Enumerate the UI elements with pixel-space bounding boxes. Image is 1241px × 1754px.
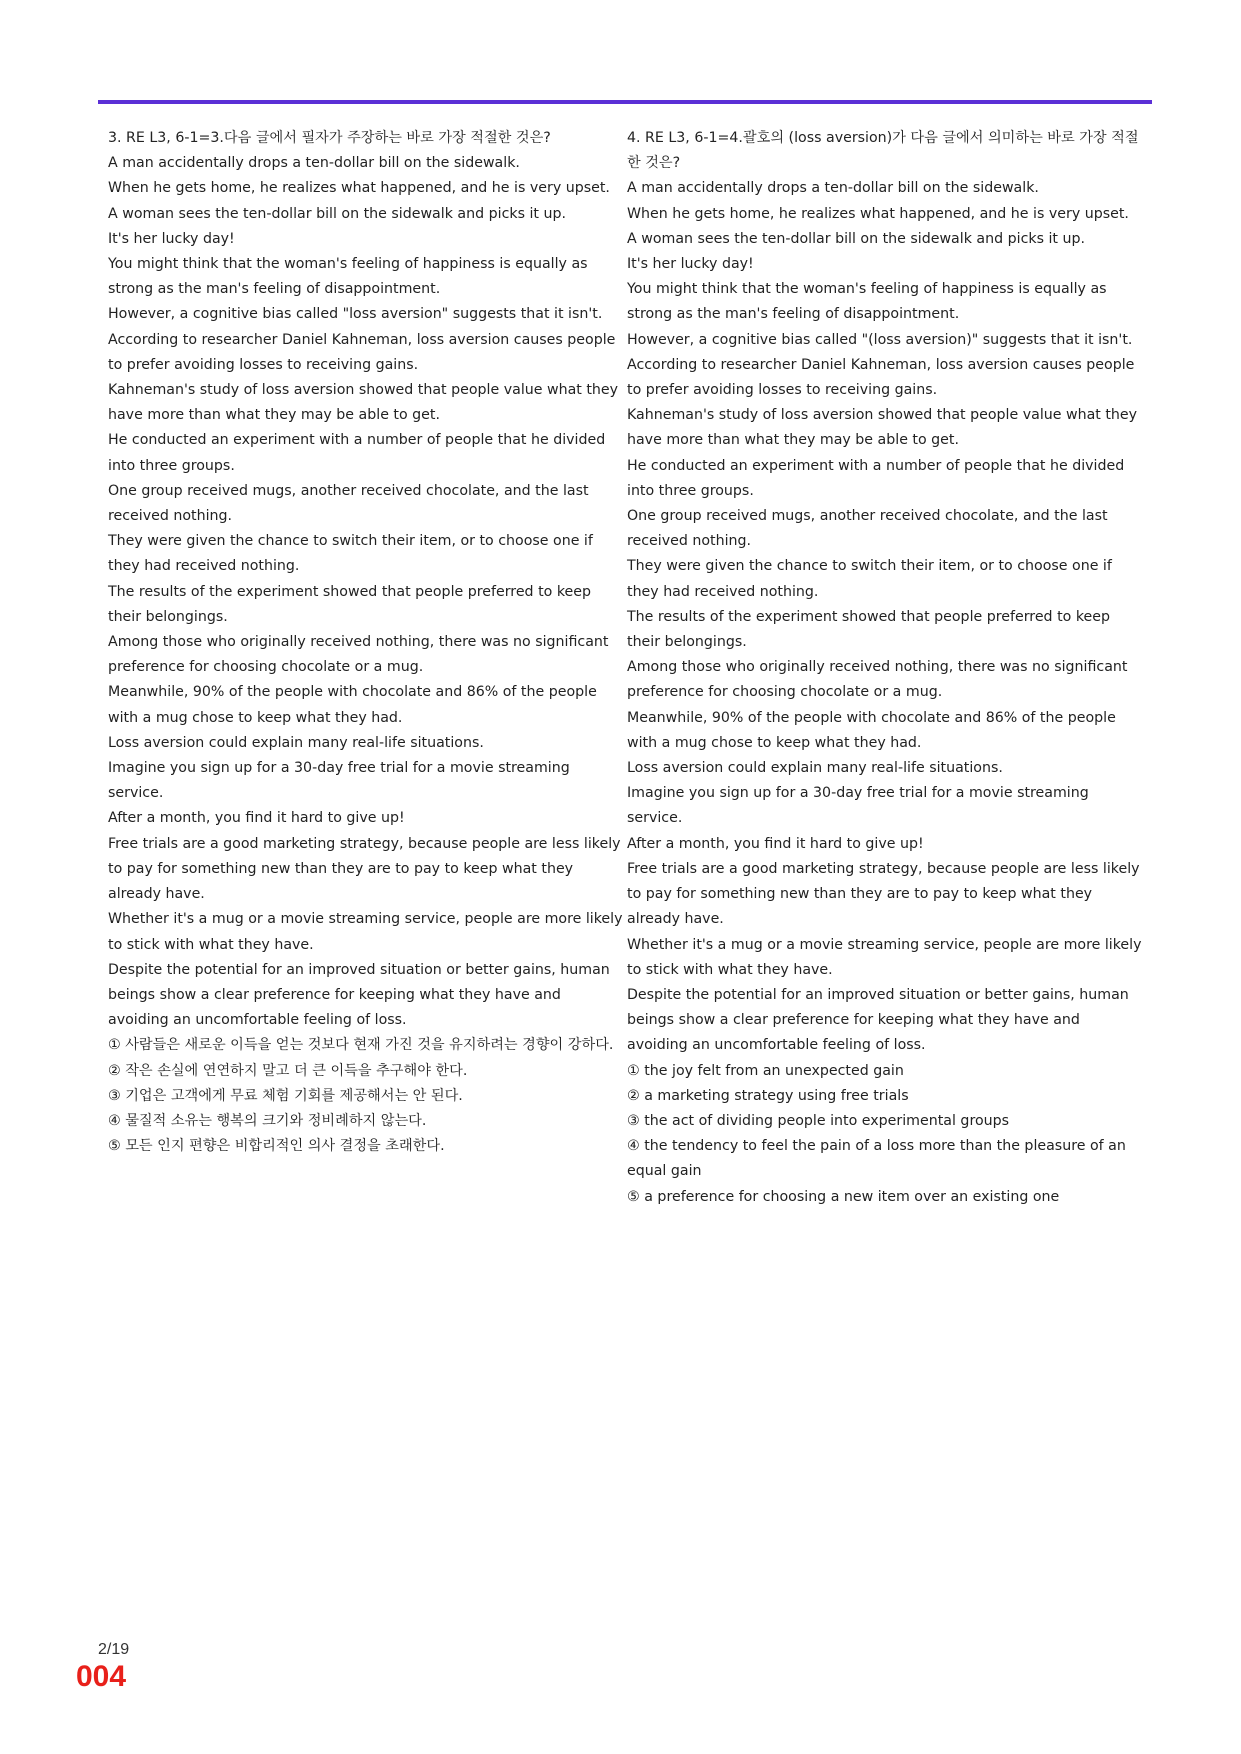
passage-line: One group received mugs, another received chocolate, and the last received nothing.	[108, 482, 589, 525]
question-4	[627, 126, 1142, 1210]
passage	[108, 151, 623, 1033]
passage-line: According to researcher Daniel Kahneman, loss aversion causes people to prefer avoiding losses to receiving gains.	[108, 331, 616, 373]
passage-line: A woman sees the ten-dollar bill on the sidewalk and picks it up.	[627, 230, 1086, 247]
passage-line: The results of the experiment showed that people preferred to keep their belongings.	[108, 583, 591, 625]
passage-line: However, a cognitive bias called "loss aversion" suggests that it isn't.	[108, 306, 603, 323]
passage-line: After a month, you find it hard to give up!	[108, 810, 405, 827]
answer-option[interactable]: ② a marketing strategy using free trials	[627, 1087, 909, 1104]
passage-line: Free trials are a good marketing strategy, because people are less likely to pay for something new than they are to pay to keep what they already have.	[627, 860, 1140, 928]
answer-option[interactable]: ③ 기업은 고객에게 무료 체험 기회를 제공해서는 안 된다.	[108, 1087, 463, 1104]
passage-line: Meanwhile, 90% of the people with chocolate and 86% of the people with a mug chose to keep what they had.	[108, 684, 597, 726]
passage-line: It's her lucky day!	[108, 230, 235, 247]
passage-line: Imagine you sign up for a 30-day free trial for a movie streaming service.	[108, 760, 570, 802]
question-title: 4. RE L3, 6-1=4.괄호의 (loss aversion)가 다음 글에서 의미하는 바로 가장 적절한 것은?	[627, 130, 1139, 172]
page-number: 2/19	[98, 1641, 130, 1658]
passage-line: Imagine you sign up for a 30-day free trial for a movie streaming service.	[627, 785, 1089, 827]
passage-line: You might think that the woman's feeling of happiness is equally as strong as the man's feeling of disappointment.	[627, 281, 1107, 323]
passage-line: When he gets home, he realizes what happened, and he is very upset.	[627, 205, 1129, 222]
passage-line: They were given the chance to switch their item, or to choose one if they had received nothing.	[627, 558, 1112, 600]
passage-line: Loss aversion could explain many real-life situations.	[108, 734, 484, 751]
answer-option[interactable]: ③ the act of dividing people into experimental groups	[627, 1112, 1010, 1129]
document-code: 004	[76, 1660, 127, 1693]
passage-line: Kahneman's study of loss aversion showed that people value what they have more than what they may be able to get.	[108, 382, 619, 424]
question-title: 3. RE L3, 6-1=3.다음 글에서 필자가 주장하는 바로 가장 적절한 것은?	[108, 130, 551, 146]
passage-line: Despite the potential for an improved situation or better gains, human beings show a clear preference for keeping what they have and avoiding an uncomfortable feeling of loss.	[108, 961, 610, 1029]
passage-line: You might think that the woman's feeling of happiness is equally as strong as the man's feeling of disappointment.	[108, 256, 588, 298]
passage-line: It's her lucky day!	[627, 256, 754, 273]
passage-line: Free trials are a good marketing strategy, because people are less likely to pay for something new than they are to pay to keep what they already have.	[108, 835, 621, 903]
passage-line: Kahneman's study of loss aversion showed that people value what they have more than what they may be able to get.	[627, 407, 1138, 449]
passage-line: After a month, you find it hard to give up!	[627, 835, 924, 852]
header-rule	[98, 100, 1152, 104]
passage-line: Whether it's a mug or a movie streaming service, people are more likely to stick with what they have.	[108, 911, 623, 953]
answer-option[interactable]: ① 사람들은 새로운 이득을 얻는 것보다 현재 가진 것을 유지하려는 경향이 강하다.	[108, 1037, 614, 1054]
question-3	[108, 126, 623, 1159]
passage-line: A man accidentally drops a ten-dollar bill on the sidewalk.	[627, 180, 1039, 197]
passage-line: According to researcher Daniel Kahneman, loss aversion causes people to prefer avoiding losses to receiving gains.	[627, 356, 1135, 399]
passage-line: A woman sees the ten-dollar bill on the sidewalk and picks it up.	[108, 205, 567, 222]
passage-line: Among those who originally received nothing, there was no significant preference for choosing chocolate or a mug.	[108, 634, 609, 676]
answer-option[interactable]: ① the joy felt from an unexpected gain	[627, 1062, 904, 1079]
answer-options	[108, 1033, 623, 1159]
passage-line: Meanwhile, 90% of the people with chocolate and 86% of the people with a mug chose to keep what they had.	[627, 709, 1116, 751]
passage-line: However, a cognitive bias called "(loss aversion)" suggests that it isn't.	[627, 331, 1133, 348]
passage-line: He conducted an experiment with a number of people that he divided into three groups.	[108, 432, 606, 474]
answer-option[interactable]: ④ 물질적 소유는 행복의 크기와 정비례하지 않는다.	[108, 1112, 427, 1129]
answer-option[interactable]: ⑤ 모든 인지 편향은 비합리적인 의사 결정을 초래한다.	[108, 1138, 445, 1155]
answer-option[interactable]: ② 작은 손실에 연연하지 말고 더 큰 이득을 추구해야 한다.	[108, 1062, 468, 1079]
passage-line: Whether it's a mug or a movie streaming service, people are more likely to stick with what they have.	[627, 936, 1142, 978]
answer-option[interactable]: ⑤ a preference for choosing a new item over an existing one	[627, 1188, 1060, 1205]
passage-line: A man accidentally drops a ten-dollar bill on the sidewalk.	[108, 155, 520, 172]
passage-line: Loss aversion could explain many real-life situations.	[627, 760, 1003, 777]
passage-line: One group received mugs, another received chocolate, and the last received nothing.	[627, 508, 1108, 550]
passage	[627, 176, 1142, 1058]
passage-line: When he gets home, he realizes what happened, and he is very upset.	[108, 180, 610, 197]
answer-options	[627, 1059, 1142, 1210]
passage-line: The results of the experiment showed that people preferred to keep their belongings.	[627, 608, 1110, 651]
passage-line: He conducted an experiment with a number of people that he divided into three groups.	[627, 457, 1125, 499]
passage-line: Despite the potential for an improved situation or better gains, human beings show a clear preference for keeping what they have and avoiding an uncomfortable feeling of loss.	[627, 986, 1129, 1054]
answer-option[interactable]: ④ the tendency to feel the pain of a loss more than the pleasure of an equal gain	[627, 1138, 1126, 1180]
passage-line: They were given the chance to switch their item, or to choose one if they had received nothing.	[108, 533, 593, 575]
passage-line: Among those who originally received nothing, there was no significant preference for choosing chocolate or a mug.	[627, 659, 1128, 701]
